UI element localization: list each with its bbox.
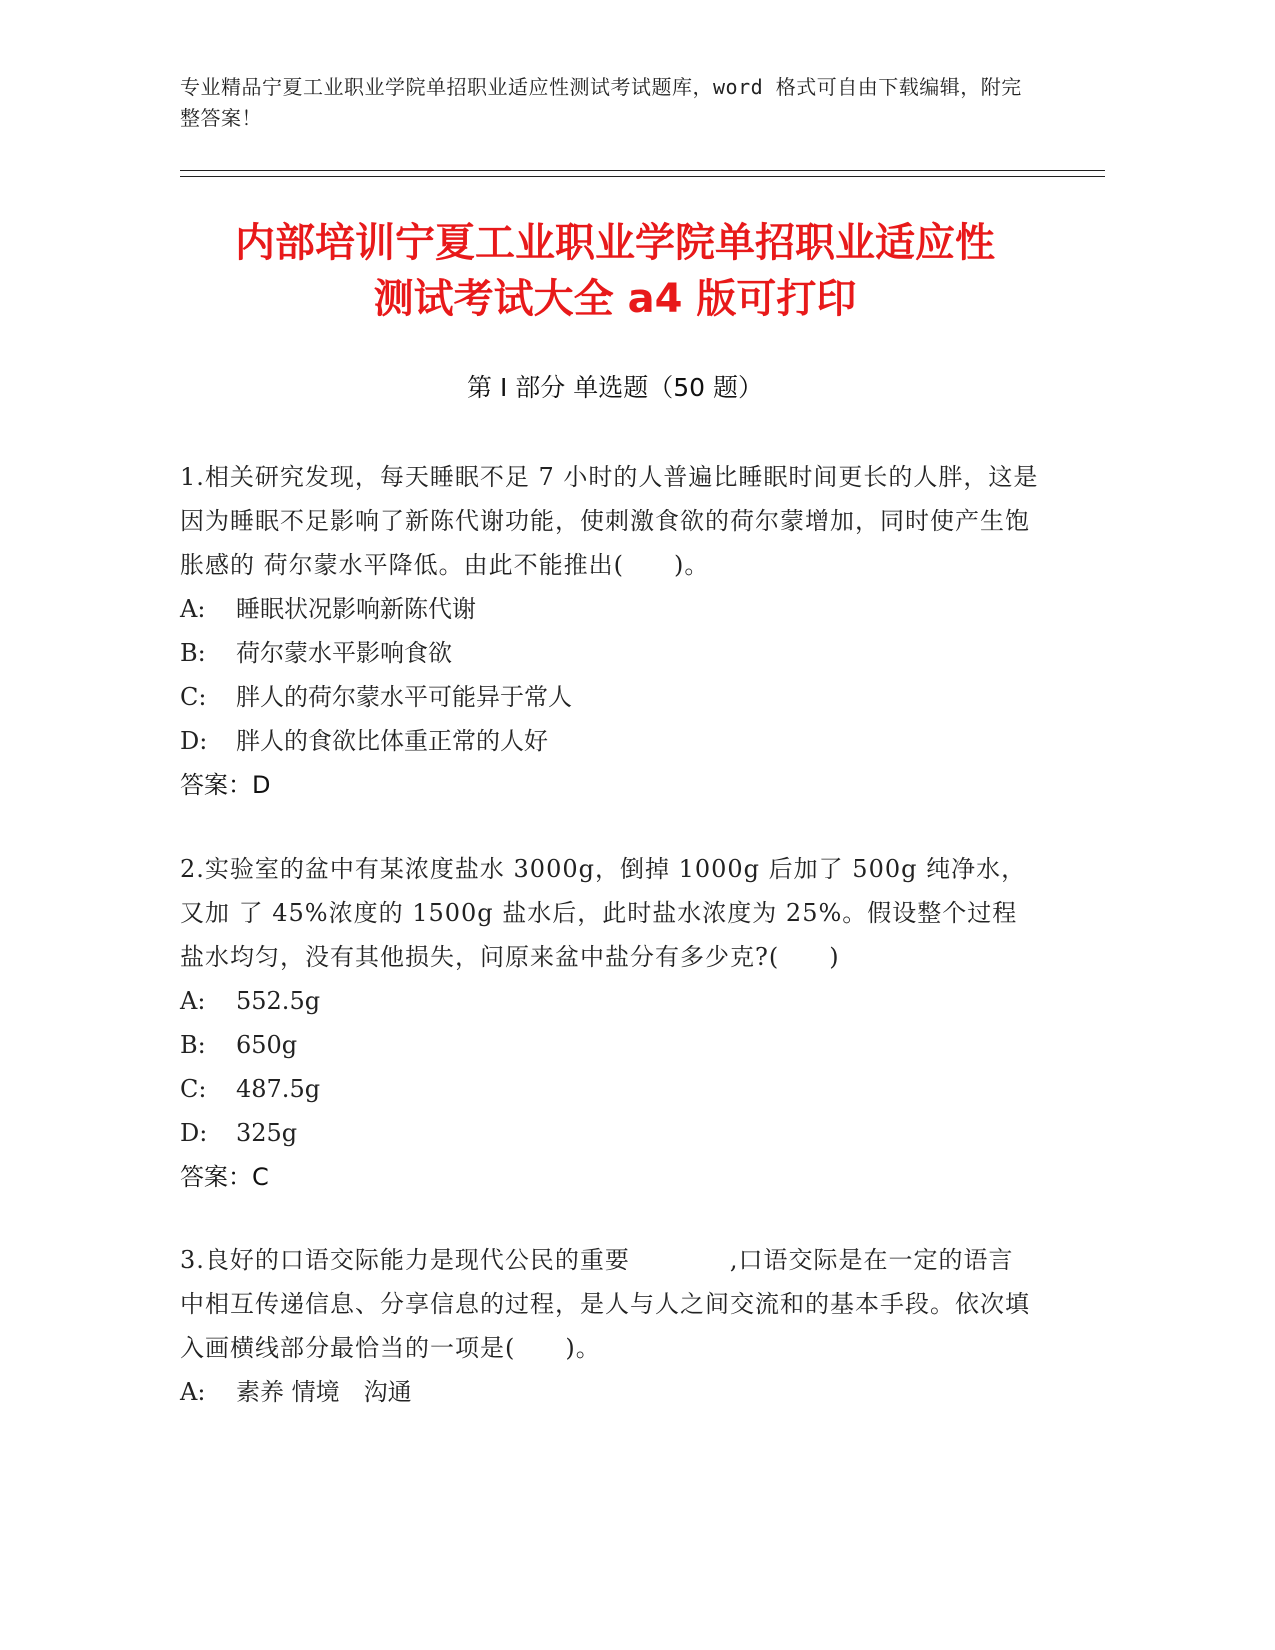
option-text: 325g	[236, 1119, 298, 1147]
option-a	[180, 979, 1040, 1023]
option-letter: B:	[180, 1031, 206, 1059]
option-letter: C:	[180, 1075, 207, 1103]
option-text: 650g	[236, 1031, 298, 1059]
option-letter: A:	[180, 987, 206, 1015]
document-title-line-1: 内部培训宁夏工业职业学院单招职业适应性	[235, 220, 995, 266]
option-text: 胖人的荷尔蒙水平可能异于常人	[236, 683, 572, 711]
option-text: 荷尔蒙水平影响食欲	[236, 639, 452, 667]
answer-line: 答案：C	[180, 1163, 269, 1191]
option-b	[180, 631, 1040, 675]
question-2	[180, 847, 1040, 1199]
option-a	[180, 1370, 1040, 1414]
question-stem: 3.良好的口语交际能力是现代公民的重要 ,口语交际是在一定的语言 中相互传递信息、分享信息的过程，是人与人之间交流和的基本手段。依次填入画横线部分最恰当的一项是( )。	[180, 1246, 1114, 1362]
option-letter: A:	[180, 1378, 206, 1406]
option-letter: D:	[180, 1119, 208, 1147]
option-text: 487.5g	[236, 1075, 321, 1103]
document-title	[180, 215, 1050, 327]
option-d	[180, 719, 1040, 763]
option-text: 睡眠状况影响新陈代谢	[236, 595, 476, 623]
question-3	[180, 1238, 1114, 1414]
option-b	[180, 1023, 1040, 1067]
header-divider-bottom	[180, 176, 1105, 177]
option-a	[180, 587, 1040, 631]
option-letter: A:	[180, 595, 206, 623]
question-stem: 1.相关研究发现，每天睡眠不足 7 小时的人普遍比睡眠时间更长的人胖，这是 因为睡眠不足影响了新陈代谢功能，使刺激食欲的荷尔蒙增加，同时使产生饱胀感的 荷尔蒙水平降低。由此不能推出( )。	[180, 463, 1039, 579]
question-1	[180, 455, 1040, 807]
header-note: 专业精品宁夏工业职业学院单招职业适应性测试考试题库，word 格式可自由下载编辑，附完整答案！	[180, 75, 1022, 130]
option-letter: C:	[180, 683, 207, 711]
option-text: 素养 情境 沟通	[236, 1378, 412, 1406]
section-heading: 第 I 部分 单选题（50 题）	[467, 373, 763, 402]
option-letter: D:	[180, 727, 208, 755]
answer-line: 答案：D	[180, 771, 271, 799]
header-divider-top	[180, 170, 1105, 171]
option-c	[180, 675, 1040, 719]
option-text: 552.5g	[236, 987, 321, 1015]
document-title-line-2: 测试考试大全 a4 版可打印	[373, 276, 857, 322]
question-stem: 2.实验室的盆中有某浓度盐水 3000g，倒掉 1000g 后加了 500g 纯净水，又加 了 45%浓度的 1500g 盐水后，此时盐水浓度为 25%。假设整个过程盐水均匀，没有其他损失，问原来盆中盐分有多少克?( )	[180, 855, 1027, 971]
option-d	[180, 1111, 1040, 1155]
option-c	[180, 1067, 1040, 1111]
option-text: 胖人的食欲比体重正常的人好	[236, 727, 548, 755]
option-letter: B:	[180, 639, 206, 667]
